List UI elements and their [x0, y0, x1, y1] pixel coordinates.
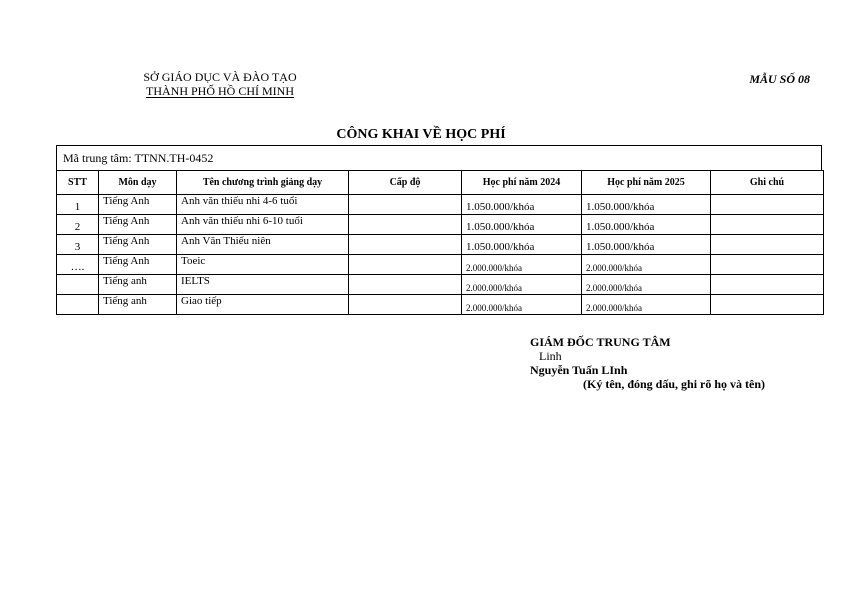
- cell-fee-2025: 1.050.000/khóa: [582, 235, 711, 255]
- cell-level: [349, 295, 462, 315]
- cell-program: Giao tiếp: [177, 295, 349, 315]
- cell-fee-2024: 2.000.000/khóa: [462, 275, 582, 295]
- table-row: [57, 275, 824, 295]
- table-header-row: [57, 171, 824, 195]
- signature-note: (Ký tên, đóng dấu, ghi rõ họ và tên): [583, 377, 766, 391]
- table-row: [57, 235, 824, 255]
- cell-fee-2025: 1.050.000/khóa: [582, 215, 711, 235]
- cell-note: [711, 255, 824, 275]
- cell-subject: Tiếng Anh: [99, 215, 177, 235]
- cell-fee-2024: 2.000.000/khóa: [462, 255, 582, 275]
- col-header-program: Tên chương trình giảng dạy: [177, 171, 349, 195]
- cell-stt: ….: [57, 255, 99, 275]
- issuing-organization: [140, 70, 300, 98]
- cell-stt: [57, 295, 99, 315]
- cell-stt: [57, 275, 99, 295]
- cell-fee-2024: 2.000.000/khóa: [462, 295, 582, 315]
- cell-fee-2024: 1.050.000/khóa: [462, 215, 582, 235]
- cell-fee-2024: 1.050.000/khóa: [462, 235, 582, 255]
- cell-subject: Tiếng anh: [99, 295, 177, 315]
- table-row: [57, 195, 824, 215]
- cell-program: IELTS: [177, 275, 349, 295]
- org-line-1: SỞ GIÁO DỤC VÀ ĐÀO TẠO: [143, 70, 297, 84]
- cell-fee-2025: 2.000.000/khóa: [582, 295, 711, 315]
- col-header-note: Ghi chú: [711, 171, 824, 195]
- col-header-fee-2025: Học phí năm 2025: [582, 171, 711, 195]
- center-code: Mã trung tâm: TTNN.TH-0452: [56, 145, 822, 170]
- cell-stt: 2: [57, 215, 99, 235]
- document-title: CÔNG KHAI VỀ HỌC PHÍ: [336, 127, 506, 142]
- signer-name: Nguyễn Tuấn LInh: [530, 363, 628, 377]
- table-row: [57, 215, 824, 235]
- cell-note: [711, 295, 824, 315]
- cell-note: [711, 195, 824, 215]
- cell-level: [349, 235, 462, 255]
- cell-stt: 1: [57, 195, 99, 215]
- cell-level: [349, 215, 462, 235]
- cell-fee-2025: 2.000.000/khóa: [582, 275, 711, 295]
- cell-note: [711, 215, 824, 235]
- cell-program: Anh văn thiếu nhi 4-6 tuổi: [177, 195, 349, 215]
- signature-title: GIÁM ĐỐC TRUNG TÂM: [530, 335, 671, 349]
- tuition-table: [56, 170, 824, 315]
- col-header-stt: STT: [57, 171, 99, 195]
- signature-text: Linh: [539, 349, 562, 363]
- cell-subject: Tiếng anh: [99, 275, 177, 295]
- col-header-fee-2024: Học phí năm 2024: [462, 171, 582, 195]
- col-header-subject: Môn dạy: [99, 171, 177, 195]
- cell-fee-2024: 1.050.000/khóa: [462, 195, 582, 215]
- cell-subject: Tiếng Anh: [99, 195, 177, 215]
- cell-stt: 3: [57, 235, 99, 255]
- cell-fee-2025: 1.050.000/khóa: [582, 195, 711, 215]
- col-header-level: Cấp độ: [349, 171, 462, 195]
- cell-program: Toeic: [177, 255, 349, 275]
- cell-level: [349, 275, 462, 295]
- table-row: [57, 255, 824, 275]
- signature-block: [530, 335, 765, 391]
- cell-note: [711, 275, 824, 295]
- org-line-2: THÀNH PHỐ HỒ CHÍ MINH: [146, 84, 294, 98]
- cell-program: Anh Văn Thiếu niên: [177, 235, 349, 255]
- cell-level: [349, 195, 462, 215]
- cell-note: [711, 235, 824, 255]
- cell-program: Anh văn thiếu nhi 6-10 tuổi: [177, 215, 349, 235]
- table-row: [57, 295, 824, 315]
- cell-subject: Tiếng Anh: [99, 235, 177, 255]
- cell-level: [349, 255, 462, 275]
- cell-subject: Tiếng Anh: [99, 255, 177, 275]
- form-number: MẪU SỐ 08: [749, 72, 810, 86]
- cell-fee-2025: 2.000.000/khóa: [582, 255, 711, 275]
